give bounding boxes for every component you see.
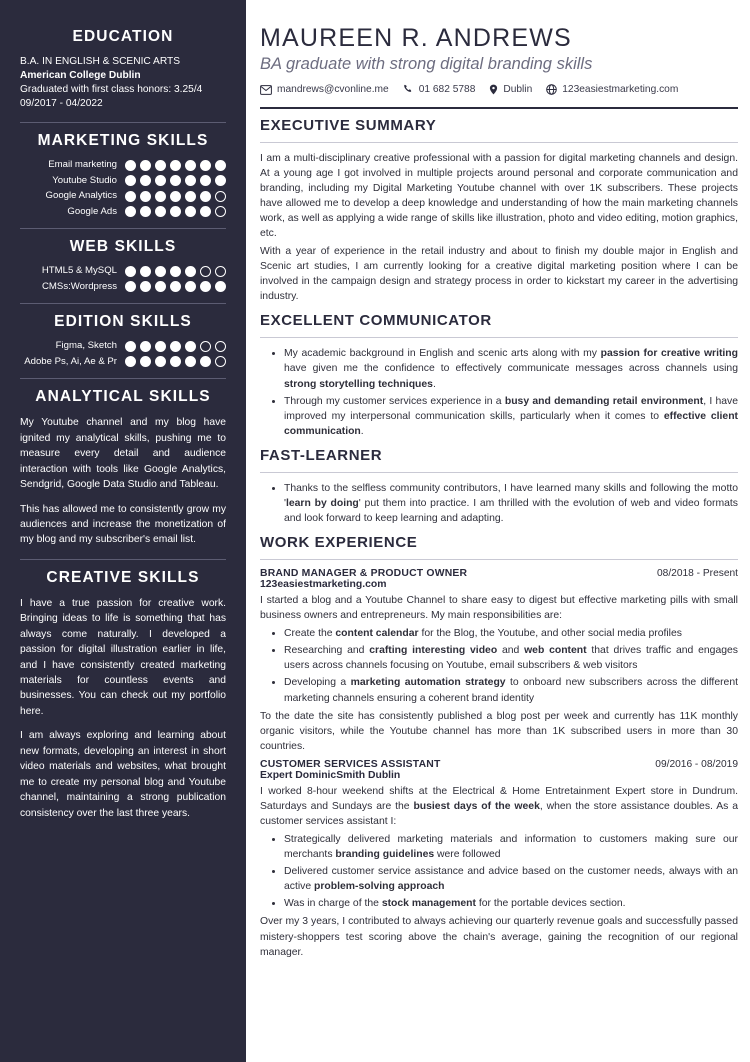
job-entry — [260, 759, 738, 960]
analytical-skills-paragraph: My Youtube channel and my blog have ignited my analytical skills, pushing me to measure every detail and audience interaction with tools like Google Analytics, Sendgrid, Google Data Studio and Tableau. — [20, 417, 226, 491]
divider — [20, 378, 226, 379]
rating-dot-filled — [140, 281, 151, 292]
rating-dot-filled — [170, 281, 181, 292]
skill-label: Youtube Studio — [52, 174, 117, 186]
skill-label: CMSs:Wordpress — [42, 280, 117, 292]
job-intro: I worked 8-hour weekend shifts at the Electrical & Home Entretainment Expert store in Dundrum. Saturdays and Sundays are the busiest days of the week, when the store assistance doubles. As a customer services assistant I: — [260, 785, 739, 828]
work-experience-section — [260, 534, 738, 960]
contact-website-value: 123easiestmarketing.com — [562, 84, 679, 95]
rating-dot-filled — [140, 206, 151, 217]
skill-label: Adobe Ps, Ai, Ae & Pr — [24, 355, 117, 367]
rating-dot-filled — [185, 341, 196, 352]
web-skills-list — [20, 265, 226, 292]
job-intro: I started a blog and a Youtube Channel to share easy to digest but effective marketing pills with small business owners and entrepreneurs. My main responsibilities are: — [260, 595, 738, 622]
rating-dot-filled — [140, 356, 151, 367]
rating-dot-filled — [170, 191, 181, 202]
creative-skills-paragraph: I am always exploring and learning about new formats, developing an interest in short video materials and websites, what brought me to create my personal blog and Youtube channel, maintaining a strong publication consistency over the last three years. — [20, 730, 226, 819]
rating-dot-filled — [170, 206, 181, 217]
location-icon — [489, 84, 498, 95]
rating-dot-filled — [170, 341, 181, 352]
bullet-item: • Thanks to the selfless community contributors, I have learned many skills and following the motto 'learn by doing' put them into practice. I am thrilled with the evolution of web and video formats and look forward to keep learning and adapting. — [284, 481, 738, 526]
job-bullet-list — [260, 832, 738, 911]
analytical-skills-section — [20, 388, 226, 548]
job-title: CUSTOMER SERVICES ASSISTANT — [260, 758, 441, 770]
job-title: BRAND MANAGER & PRODUCT OWNER — [260, 568, 468, 580]
executive-summary-paragraph: I am a multi-disciplinary creative professional with a passion for digital marketing channels and design. At a young age I got involved in multiple projects around personal and corporate communication and branding, including my Digital Marketing Youtube channel with over 1K subscribers. These projects have allowed me to develop a deep knowledge and understanding of how the main marketing channels work, as well as applying a wide range of skills like illustration, photo and video editing, motion graphics, etc. — [260, 152, 738, 239]
rating-dot-filled — [170, 266, 181, 277]
rating-dot-filled — [140, 160, 151, 171]
rating-dot-filled — [200, 281, 211, 292]
rating-dot-filled — [125, 341, 136, 352]
bullet-item: • Create the content calendar for the Blog, the Youtube, and other social media profiles — [284, 626, 738, 641]
fast-learner-title: FAST-LEARNER — [260, 446, 383, 464]
rating-dot-filled — [125, 191, 136, 202]
education-dates: 09/2017 - 04/2022 — [20, 98, 103, 110]
job-outro: Over my 3 years, I contributed to always achieving our quarterly revenue goals and successfully passed mistery-shoppers test scoring above the chain's average, gaining the recognition of our regional manager. — [260, 916, 738, 958]
bullet-item: • Delivered customer service assistance and advice based on the customer needs, always with an active problem-solving approach — [284, 864, 738, 894]
creative-skills-paragraph: I have a true passion for creative work. Bringing ideas to life is something that has always come naturally. I developed a passion for digital illustration earlier in life, and I have consistently created marketing materials for countless events and businesses. You can check out my portfolio here. — [20, 597, 226, 717]
rating-dot-filled — [200, 356, 211, 367]
divider — [260, 107, 738, 109]
headline-tagline: BA graduate with strong digital branding skills — [260, 55, 593, 73]
skill-label: Google Analytics — [45, 190, 117, 202]
skill-label: Email marketing — [48, 159, 117, 171]
skill-row — [20, 356, 226, 368]
rating-dot-filled — [155, 206, 166, 217]
skill-label: HTML5 & MySQL — [41, 265, 117, 277]
rating-dot-empty — [200, 266, 211, 277]
contact-email-value: mandrews@cvonline.me — [277, 84, 389, 95]
rating-dot-filled — [155, 266, 166, 277]
rating-dot-filled — [125, 281, 136, 292]
skill-label: Figma, Sketch — [55, 340, 117, 352]
job-date: 08/2018 - Present — [657, 568, 738, 580]
rating-dot-filled — [140, 341, 151, 352]
website-icon — [546, 84, 557, 95]
education-school: American College Dublin — [20, 70, 141, 82]
rating-dot-filled — [185, 206, 196, 217]
rating-dot-filled — [155, 175, 166, 186]
divider — [20, 122, 226, 123]
job-header — [260, 759, 738, 770]
contact-location-value: Dublin — [503, 84, 533, 95]
bullet-item: • Was in charge of the stock management for the portable devices section. — [284, 896, 738, 911]
skill-row — [20, 281, 226, 293]
rating-dot-filled — [215, 281, 226, 292]
job-organization: Expert DominicSmith Dublin — [260, 769, 401, 781]
divider — [260, 142, 738, 143]
analytical-skills-title: ANALYTICAL SKILLS — [35, 388, 211, 406]
skill-row — [20, 206, 226, 218]
page-title: MAUREEN R. ANDREWS — [260, 24, 572, 52]
edition-skills-section — [20, 313, 226, 367]
rating-dot-filled — [170, 175, 181, 186]
sidebar — [0, 0, 246, 1062]
rating-dot-empty — [215, 356, 226, 367]
email-icon — [260, 85, 272, 95]
bullet-item: • Through my customer services experience in a busy and demanding retail environment, I have improved my interpersonal communication skills, particularly when it comes to effective client communication. — [284, 394, 738, 439]
bullet-item: • Developing a marketing automation strategy to onboard new subscribers across the different marketing channels ensuring a coherent brand identity — [284, 675, 738, 705]
rating-dot-filled — [170, 356, 181, 367]
work-experience-title: WORK EXPERIENCE — [260, 534, 418, 552]
main-content — [246, 0, 750, 1062]
job-list — [260, 568, 738, 960]
contact-phone-value: 01 682 5788 — [418, 84, 476, 95]
job-header — [260, 568, 738, 579]
marketing-skills-title: MARKETING SKILLS — [37, 132, 209, 150]
rating-dot-empty — [215, 341, 226, 352]
bullet-item: • My academic background in English and scenic arts along with my passion for creative writing have given me the confidence to effectively communicate messages across channels using strong storytelling techniques. — [284, 346, 738, 391]
fast-learner-bullet-list — [260, 481, 738, 526]
rating-dot-filled — [200, 191, 211, 202]
rating-dot-filled — [140, 175, 151, 186]
contact-phone[interactable] — [403, 84, 476, 95]
job-organization: 123easiestmarketing.com — [260, 579, 387, 591]
rating-dot-filled — [185, 356, 196, 367]
rating-dot-filled — [200, 206, 211, 217]
education-degree: B.A. IN ENGLISH & SCENIC ARTS — [20, 56, 181, 67]
skill-row — [20, 190, 226, 202]
contact-bar — [260, 84, 738, 104]
rating-dot-filled — [155, 341, 166, 352]
divider — [20, 303, 226, 304]
rating-dot-empty — [215, 206, 226, 217]
creative-skills-title: CREATIVE SKILLS — [46, 568, 200, 586]
fast-learner-section — [260, 447, 738, 526]
skill-row — [20, 265, 226, 277]
rating-dot-filled — [125, 356, 136, 367]
skill-rating — [125, 341, 226, 352]
divider — [260, 337, 738, 338]
bullet-item: • Strategically delivered marketing materials and information to customers making sure our merchants branding guidelines were followed — [284, 832, 738, 862]
executive-summary-title: EXECUTIVE SUMMARY — [260, 116, 437, 134]
skill-rating — [125, 206, 226, 217]
education-title: EDUCATION — [72, 28, 174, 45]
rating-dot-filled — [185, 160, 196, 171]
rating-dot-filled — [200, 175, 211, 186]
skill-rating — [125, 160, 226, 171]
rating-dot-filled — [125, 206, 136, 217]
rating-dot-filled — [215, 160, 226, 171]
rating-dot-empty — [200, 341, 211, 352]
rating-dot-filled — [155, 281, 166, 292]
rating-dot-filled — [185, 175, 196, 186]
rating-dot-filled — [140, 191, 151, 202]
skill-rating — [125, 191, 226, 202]
contact-email[interactable] — [260, 84, 389, 95]
job-entry — [260, 568, 738, 754]
rating-dot-filled — [185, 266, 196, 277]
skill-rating — [125, 281, 226, 292]
contact-location[interactable] — [489, 84, 532, 95]
creative-skills-section — [20, 569, 226, 821]
contact-website[interactable] — [546, 84, 678, 95]
divider — [260, 559, 738, 560]
marketing-skills-list — [20, 159, 226, 217]
skill-row — [20, 159, 226, 171]
edition-skills-title: EDITION SKILLS — [54, 313, 192, 331]
job-date: 09/2016 - 08/2019 — [655, 758, 738, 770]
rating-dot-filled — [185, 191, 196, 202]
skill-row — [20, 175, 226, 187]
education-section — [20, 28, 226, 111]
rating-dot-filled — [125, 175, 136, 186]
analytical-skills-paragraph: This has allowed me to consistently grow my audiences and increase the monetization of my blog and my subscriber's email list. — [20, 503, 226, 546]
skill-row — [20, 340, 226, 352]
skill-rating — [125, 175, 226, 186]
rating-dot-empty — [215, 191, 226, 202]
job-outro: To the date the site has consistently published a blog post per week and currently has 11K monthly organic visitors, while the Youtube channel has more than 1K subscribed users in more than 30 countries. — [260, 710, 738, 752]
executive-summary-section — [260, 117, 738, 305]
rating-dot-filled — [155, 160, 166, 171]
rating-dot-filled — [200, 160, 211, 171]
rating-dot-filled — [140, 266, 151, 277]
rating-dot-filled — [125, 266, 136, 277]
skill-rating — [125, 266, 226, 277]
divider — [20, 559, 226, 560]
rating-dot-filled — [155, 356, 166, 367]
executive-summary-paragraph: With a year of experience in the retail industry and about to finish my double major in English and Scenic art studies, I am currently looking for a creative digital marketing position where I can be involved in the campaign design and strategy process in order to kickstart my career in the advertising industry. — [260, 246, 738, 303]
education-honors: Graduated with first class honors: 3.25/4 — [20, 84, 203, 96]
rating-dot-filled — [125, 160, 136, 171]
marketing-skills-section — [20, 132, 226, 217]
communicator-section — [260, 312, 738, 438]
job-bullet-list — [260, 626, 738, 705]
skill-rating — [125, 356, 226, 367]
rating-dot-filled — [155, 191, 166, 202]
bullet-item: • Researching and crafting interesting video and web content that drives traffic and engages users across channels focusing on Youtube, email subscribers & web visitors — [284, 643, 738, 673]
rating-dot-empty — [215, 266, 226, 277]
divider — [20, 228, 226, 229]
divider — [260, 472, 738, 473]
phone-icon — [403, 84, 414, 95]
communicator-title: EXCELLENT COMMUNICATOR — [260, 312, 492, 330]
rating-dot-filled — [170, 160, 181, 171]
rating-dot-filled — [215, 175, 226, 186]
rating-dot-filled — [185, 281, 196, 292]
skill-label: Google Ads — [67, 205, 117, 217]
web-skills-section — [20, 238, 226, 292]
edition-skills-list — [20, 340, 226, 367]
communicator-bullet-list — [260, 346, 738, 438]
web-skills-title: WEB SKILLS — [69, 238, 177, 256]
